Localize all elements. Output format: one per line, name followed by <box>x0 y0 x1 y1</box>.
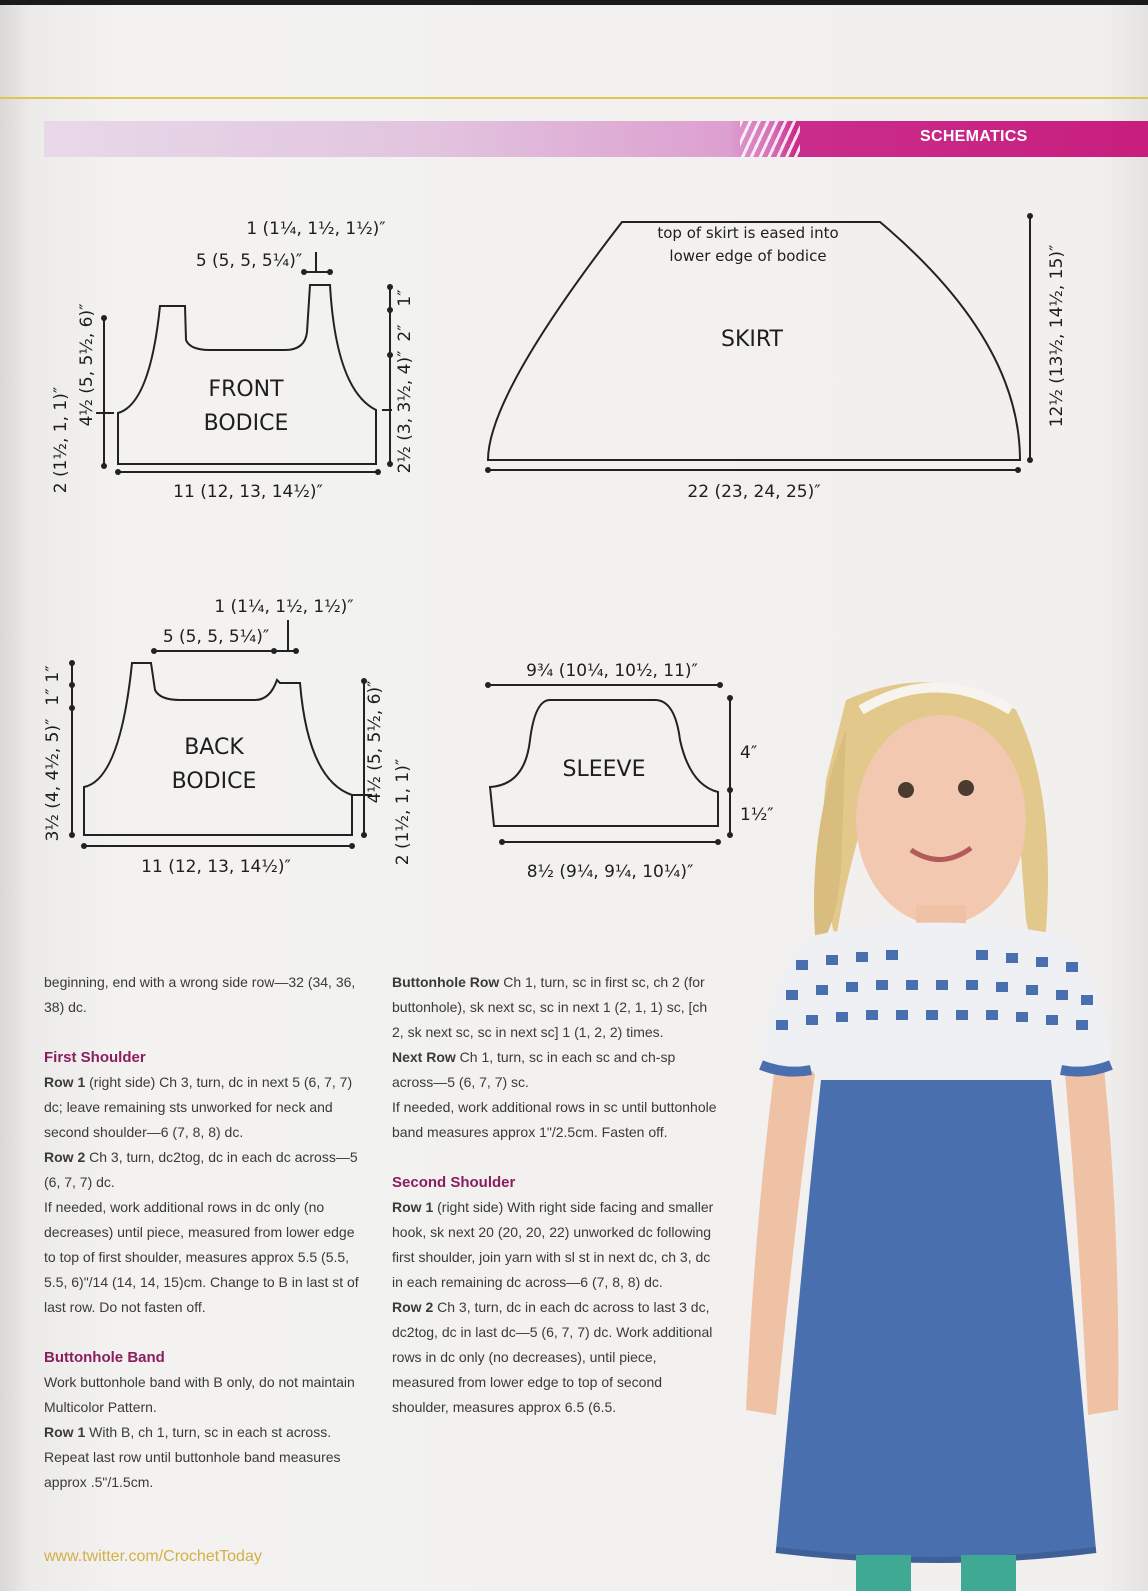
sleeve-height-lower-dim: 1½″ <box>740 805 774 825</box>
next-row <box>392 1045 717 1095</box>
skirt-note-2: lower edge of bodice <box>669 247 827 265</box>
skirt-height-dim: 12½ (13½, 14½, 15)″ <box>1047 244 1067 428</box>
front-bodice-outline <box>118 285 376 464</box>
row-text: Ch 1, turn, sc in each sc and ch-sp across—5 (6, 7, 7) sc. <box>392 1049 676 1090</box>
dim-dot <box>349 843 355 849</box>
row-label: Next Row <box>392 1049 456 1065</box>
row-label: Row 1 <box>44 1424 86 1440</box>
hair-left <box>814 730 846 950</box>
sleeve-label: SLEEVE <box>562 757 646 782</box>
front-right-upper-dim: 1″ <box>395 289 415 307</box>
dim-dot <box>115 469 121 475</box>
dim-dot <box>101 315 107 321</box>
fs-note: If needed, work additional rows in dc only (no decreases) until piece, measured from lower edge to top of first shoulder, measures approx 5.5 (5.5, 5.5, 6)"/14 (14, 14, 15)cm. Change to B in last st of last row. Do not fasten off. <box>44 1199 359 1315</box>
intro-paragraph: beginning, end with a wrong side row—32 (34, 36, 38) dc. <box>44 974 356 1015</box>
dim-dot <box>327 269 333 275</box>
skirt-width-dim: 22 (23, 24, 25)″ <box>687 482 821 502</box>
dim-dot <box>69 832 75 838</box>
dim-dot <box>69 682 75 688</box>
dim-dot <box>485 467 491 473</box>
second-shoulder-heading: Second Shoulder <box>392 1174 516 1191</box>
front-left-outer-dim: 2 (1½, 1, 1)″ <box>51 386 71 494</box>
front-right-mid-dim: 2″ <box>395 324 415 342</box>
row-text: Ch 3, turn, dc2tog, dc in each dc across—5 (6, 7, 7) dc. <box>44 1149 358 1190</box>
front-top-dim: 1 (1¼, 1½, 1½)″ <box>246 219 386 239</box>
dim-dot <box>69 660 75 666</box>
back-bodice-label-1: BACK <box>184 735 244 760</box>
back-right-outer-dim: 2 (1½, 1, 1)″ <box>393 758 413 866</box>
model-photo <box>726 670 1148 1591</box>
row-text: (right side) Ch 3, turn, dc in next 5 (6, 7, 7) dc; leave remaining sts unworked for neck and second shoulder—6 (7, 8, 8) dc. <box>44 1074 353 1140</box>
front-bodice-label-1: FRONT <box>208 377 284 402</box>
ss-row1 <box>392 1195 717 1295</box>
dim-dot <box>375 469 381 475</box>
row-label: Row 2 <box>392 1299 434 1315</box>
dim-dot <box>1027 213 1033 219</box>
bb-intro: Work buttonhole band with B only, do not maintain Multicolor Pattern. <box>44 1374 355 1415</box>
dim-dot <box>499 839 505 845</box>
dim-dot <box>717 682 723 688</box>
skirt-label: SKIRT <box>720 327 784 352</box>
sleeve-height-upper-dim: 4″ <box>740 743 758 763</box>
footer-url[interactable]: www.twitter.com/CrochetToday <box>44 1548 262 1565</box>
dim-dot <box>293 648 299 654</box>
row-text: With B, ch 1, turn, sc in each st across. Repeat last row until buttonhole band measures approx .5"/1.5cm. <box>44 1424 341 1490</box>
dim-dot <box>715 839 721 845</box>
row-label: Row 1 <box>44 1074 86 1090</box>
dim-dot <box>1027 457 1033 463</box>
row-label: Buttonhole Row <box>392 974 500 990</box>
back-left-mid-dim: 1″ <box>43 688 63 706</box>
dress-yoke <box>761 923 1111 1081</box>
skirt-note-1: top of skirt is eased into <box>657 224 839 242</box>
dim-dot <box>387 352 393 358</box>
bb-row1 <box>44 1420 369 1495</box>
leg-left <box>856 1555 911 1591</box>
ss-row2 <box>392 1295 717 1420</box>
row-label: Row 1 <box>392 1199 434 1215</box>
back-right-inner-dim: 4½ (5, 5½, 6)″ <box>365 680 385 804</box>
dim-dot <box>361 832 367 838</box>
nr-note: If needed, work additional rows in sc until buttonhole band measures approx 1"/2.5cm. Fasten off. <box>392 1099 717 1140</box>
fs-row2 <box>44 1145 369 1195</box>
back-bodice-label-2: BODICE <box>171 769 257 794</box>
back-width-dim: 11 (12, 13, 14½)″ <box>141 857 291 877</box>
back-left-lower-dim: 3½ (4, 4½, 5)″ <box>43 718 63 842</box>
buttonhole-band-heading: Buttonhole Band <box>44 1349 165 1366</box>
dress-skirt <box>776 1080 1096 1560</box>
dim-dot <box>387 461 393 467</box>
dim-dot <box>387 307 393 313</box>
leg-right <box>961 1555 1016 1591</box>
dim-dot <box>387 284 393 290</box>
eye-right <box>958 780 974 796</box>
front-bodice-label-2: BODICE <box>203 411 289 436</box>
buttonhole-row <box>392 970 717 1045</box>
dim-dot <box>69 705 75 711</box>
first-shoulder-heading: First Shoulder <box>44 1049 146 1066</box>
dim-dot <box>101 463 107 469</box>
back-left-upper-dim: 1″ <box>43 665 63 683</box>
dim-dot <box>271 648 277 654</box>
front-width-dim: 11 (12, 13, 14½)″ <box>173 482 323 502</box>
back-top-dim: 1 (1¼, 1½, 1½)″ <box>214 597 354 617</box>
row-label: Row 2 <box>44 1149 86 1165</box>
face <box>856 715 1026 925</box>
front-neck-dim: 5 (5, 5, 5¼)″ <box>195 251 303 271</box>
dim-dot <box>1015 467 1021 473</box>
row-text: Ch 3, turn, dc in each dc across to last 3 dc, dc2tog, dc in last dc—5 (6, 7, 7) dc. Work additional rows in dc only (no decreases), until piece, measured from lower edge to top of second shoulder, measures approx 6.5 (6.5. <box>392 1299 713 1415</box>
text-column-2 <box>392 970 717 1420</box>
row-text: Ch 1, turn, sc in first sc, ch 2 (for buttonhole), sk next sc, sc in next 1 (2, 1, 1) sc, [ch 2, sk next sc, sc in next sc] 1 (1, 2, 2) times. <box>392 974 708 1040</box>
sleeve-top-dim: 9¾ (10¼, 10½, 11)″ <box>526 661 698 681</box>
dim-dot <box>81 843 87 849</box>
front-left-inner-dim: 4½ (5, 5½, 6)″ <box>77 303 97 427</box>
back-neck-dim: 5 (5, 5, 5¼)″ <box>162 627 270 647</box>
sleeve-bottom-dim: 8½ (9¼, 9¼, 10¼)″ <box>526 862 694 882</box>
eye-left <box>898 782 914 798</box>
section-title: SCHEMATICS <box>920 128 1028 145</box>
front-right-lower-dim: 2½ (3, 3½, 4)″ <box>395 350 415 474</box>
row-text: (right side) With right side facing and smaller hook, sk next 20 (20, 20, 22) unworked dc following first shoulder, join yarn with sl st in next dc, ch 3, dc in each remaining dc across—6 (7, 8, 8) dc. <box>392 1199 714 1290</box>
fs-row1 <box>44 1070 369 1145</box>
text-column-1 <box>44 970 369 1495</box>
dim-dot <box>151 648 157 654</box>
dim-dot <box>485 682 491 688</box>
